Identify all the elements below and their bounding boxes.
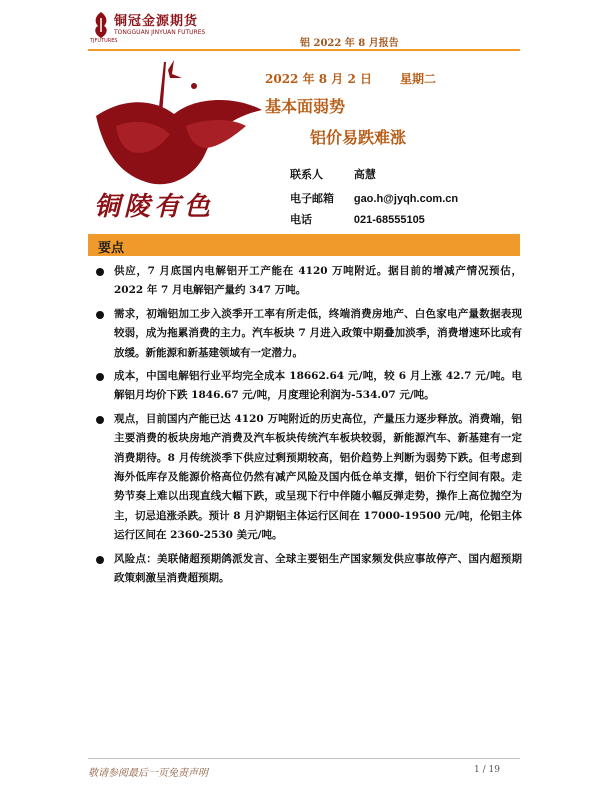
section-title: 要点 (98, 241, 125, 256)
footer-disclaimer: 敬请参阅最后一页免责声明 (88, 768, 208, 779)
contact-email-row (290, 190, 458, 206)
bullet-icon (96, 556, 104, 564)
key-point-text: 需求，初端铝加工步入淡季开工率有所走低，终端消费房地产、白色家电产量数据表现较弱，成为拖累消费的主力。汽车板块 7 月进入政策中期叠加淡季，消费增速环比或有放缓。新能源和新基建领域有一定潜力。 (114, 307, 522, 359)
report-title-line2: 铝价易跌难涨 (310, 128, 407, 147)
contact-phone-value: 021-68555105 (353, 214, 425, 226)
page-number: 1 / 19 (474, 765, 500, 775)
logo-small-text: TJFUTURES (90, 38, 118, 44)
key-point-risk (96, 550, 522, 589)
header-divider (88, 49, 520, 51)
bullet-icon (96, 311, 104, 319)
contact-name-label: 联系人 (290, 168, 323, 181)
section-header-bar (88, 234, 520, 256)
bullet-icon (96, 373, 104, 381)
bullet-icon (96, 416, 104, 424)
key-point-text: 风险点：美联储超预期鸽派发言、全球主要铝生产国家频发供应事故停产、国内超预期政策刺激呈消费超预期。 (114, 552, 522, 585)
footer-divider (88, 758, 520, 759)
key-point-view (96, 410, 522, 546)
calligraphy-text: 铜陵有色 (94, 192, 215, 222)
key-point-text: 供应，7 月底国内电解铝开工产能在 4120 万吨附近。据目前的增减产情况预估，2022 年 7 月电解铝产量约 347 万吨。 (114, 265, 522, 297)
logo-mark-icon (90, 10, 112, 40)
logo-chinese-name: 铜冠金源期货 (114, 14, 199, 29)
key-point-cost (96, 367, 522, 406)
bullet-icon (96, 268, 104, 276)
report-tag: 铝 2022 年 8 月报告 (300, 38, 399, 49)
key-point-supply (96, 262, 522, 301)
company-logo (88, 10, 228, 44)
contact-email-value[interactable]: gao.h@jyqh.com.cn (353, 193, 459, 205)
contact-name-row (290, 166, 376, 182)
contact-name-value: 高慧 (353, 168, 376, 181)
key-point-demand (96, 305, 522, 363)
report-weekday: 星期二 (400, 72, 437, 86)
key-point-text: 观点，目前国内产能已达 4120 万吨附近的历史高位，产量压力逐步释放。消费端，铝主要消费的板块房地产消费及汽车板块传统汽车板块较弱，新能源汽车、新基建有一定消费期待。8 月传统淡季下供应过剩预期较高，铝价趋势上判断为弱势下跌。但考虑到海外低库存及能源价格高位仍然有减产风险及国内低仓单支撑，铝价下行空间有限。走势节奏上难以出现直线大幅下跌，或呈现下行中伴随小幅反弹走势，操作上高位抛空为主，切忌追涨杀跌。预计 8 月沪期铝主体运行区间在 17000-19500 元/吨，伦铝主体运行区间在 2360-2530 美元/吨。 (114, 412, 522, 542)
report-date: 2022 年 8 月 2 日 (265, 72, 372, 86)
page-header (0, 0, 600, 50)
key-points-list (96, 262, 522, 593)
report-title-line1: 基本面弱势 (265, 97, 346, 116)
contact-phone-label: 电话 (290, 213, 312, 226)
contact-email-label: 电子邮箱 (290, 192, 334, 205)
key-point-text: 成本，中国电解铝行业平均完全成本 18662.64 元/吨，较 6 月上涨 42.7 元/吨。电解铝月均价下跌 1846.67 元/吨，月度理论利润为-534.07 元/吨。 (114, 370, 522, 402)
contact-phone-row (290, 211, 425, 227)
logo-english-name: TONGGUAN JINYUAN FUTURES (114, 29, 206, 36)
